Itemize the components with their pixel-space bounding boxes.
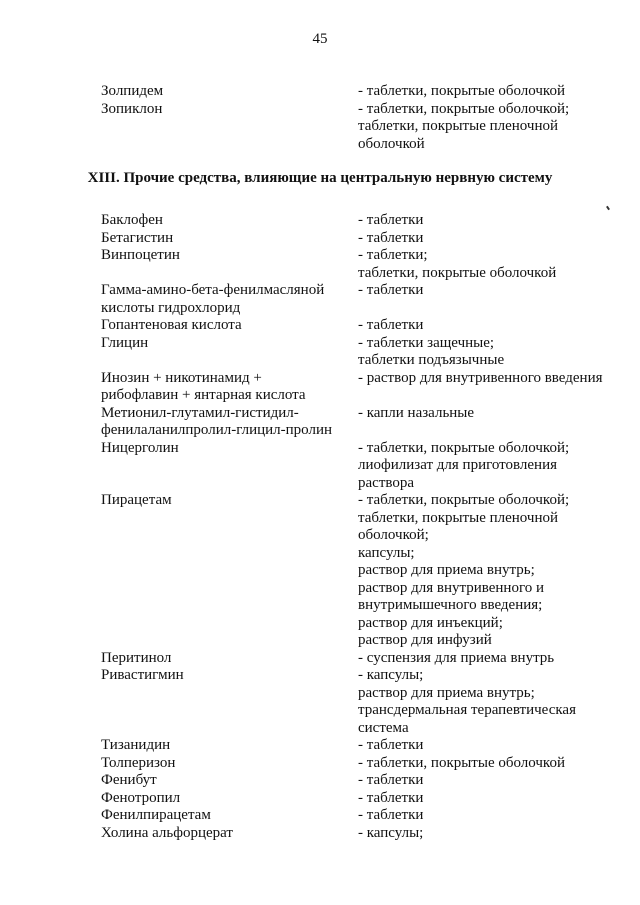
- dosage-form-line: таблетки, покрытые пленочной: [358, 118, 559, 134]
- dosage-form-line: - суспензия для приема внутрь: [358, 649, 555, 666]
- drug-name-line: Бетагистин: [101, 229, 174, 246]
- dosage-form-line: - таблетки: [358, 282, 424, 298]
- drug-name-line: кислоты гидрохлорид: [101, 299, 241, 316]
- drug-name: [101, 335, 351, 353]
- drug-name: [101, 440, 351, 458]
- dosage-forms: [358, 230, 628, 248]
- drug-name-line: Гамма-амино-бета-фенилмасляной: [101, 282, 325, 298]
- dosage-form-line: оболочкой: [358, 135, 425, 152]
- dosage-form-line: - таблетки: [358, 737, 424, 753]
- dosage-form-line: раствора: [358, 474, 415, 491]
- dosage-form-line: таблетки, покрытые оболочкой: [358, 264, 557, 281]
- drug-name-line: Тизанидин: [101, 737, 171, 753]
- drug-name-line: Золпидем: [101, 83, 164, 99]
- drug-name: [101, 405, 351, 440]
- dosage-forms: [358, 755, 628, 773]
- drug-name: [101, 247, 351, 265]
- dosage-form-line: таблетки, покрытые пленочной: [358, 509, 559, 526]
- drug-name-line: Ницерголин: [101, 439, 179, 456]
- drug-name-line: Винпоцетин: [101, 247, 180, 263]
- drug-name-line: Фенотропил: [101, 789, 181, 806]
- dosage-forms: [358, 317, 628, 335]
- drug-name-line: Инозин + никотинамид +: [101, 369, 262, 386]
- dosage-form-line: - таблетки, покрытые оболочкой;: [358, 439, 570, 456]
- dosage-form-line: - капли назальные: [358, 404, 475, 421]
- dosage-form-line: - таблетки: [358, 229, 424, 246]
- dosage-form-line: - таблетки: [358, 317, 424, 333]
- section-heading: XIII. Прочие средства, влияющие на центральную нервную систему: [87, 170, 553, 186]
- drug-name: [101, 282, 351, 317]
- drug-name-line: Баклофен: [101, 212, 163, 228]
- drug-name-line: Холина альфорцерат: [101, 824, 233, 841]
- dosage-form-line: - раствор для внутривенного введения: [358, 369, 603, 386]
- dosage-form-line: - таблетки, покрытые оболочкой: [358, 83, 565, 99]
- dosage-form-line: - таблетки, покрытые оболочкой;: [358, 100, 570, 117]
- drug-name-line: Зопиклон: [101, 100, 163, 117]
- drug-name: [101, 755, 351, 773]
- dosage-forms: [358, 737, 628, 755]
- dosage-forms: [358, 492, 628, 650]
- dosage-form-line: раствор для внутривенного и: [358, 579, 545, 596]
- drug-name: [101, 825, 351, 843]
- dosage-forms: [358, 790, 628, 808]
- dosage-form-line: раствор для приема внутрь;: [358, 684, 535, 701]
- drug-name: [101, 230, 351, 248]
- drug-name-line: Фенилпирацетам: [101, 807, 211, 823]
- dosage-form-line: - таблетки, покрытые оболочкой;: [358, 492, 570, 508]
- dosage-form-line: раствор для приема внутрь;: [358, 562, 535, 578]
- dosage-forms: [358, 807, 628, 825]
- dosage-form-line: раствор для инъекций;: [358, 614, 503, 631]
- dosage-forms: [358, 370, 628, 388]
- dosage-form-line: система: [358, 719, 409, 736]
- dosage-form-line: внутримышечного введения;: [358, 597, 543, 613]
- dosage-form-line: - капсулы;: [358, 667, 424, 683]
- drug-name: [101, 790, 351, 808]
- drug-name-line: Гопантеновая кислота: [101, 317, 242, 333]
- dosage-form-line: - таблетки: [358, 772, 424, 788]
- drug-name-line: фенилаланилпролил-глицил-пролин: [101, 422, 333, 438]
- drug-name-line: Толперизон: [101, 754, 176, 771]
- drug-name: [101, 737, 351, 755]
- page-number: 45: [312, 31, 328, 47]
- drug-name-line: рибофлавин + янтарная кислота: [101, 387, 306, 403]
- drug-name-line: Перитинол: [101, 649, 172, 666]
- dosage-form-line: таблетки подъязычные: [358, 352, 505, 368]
- drug-name: [101, 212, 351, 230]
- dosage-form-line: лиофилизат для приготовления: [358, 457, 558, 473]
- drug-name: [101, 317, 351, 335]
- drug-name-line: Метионил-глутамил-гистидил-: [101, 404, 299, 421]
- dosage-forms: [358, 212, 628, 230]
- dosage-form-line: - таблетки: [358, 212, 424, 228]
- dosage-form-line: - таблетки: [358, 807, 424, 823]
- dosage-forms: [358, 247, 628, 282]
- dosage-forms: [358, 440, 628, 493]
- dosage-forms: [358, 667, 628, 737]
- drug-name: [101, 807, 351, 825]
- dosage-forms: [358, 282, 628, 300]
- dosage-form-line: - таблетки защечные;: [358, 334, 495, 351]
- drug-name-line: Глицин: [101, 334, 149, 351]
- drug-name: [101, 667, 351, 685]
- drug-name: [101, 492, 351, 510]
- dosage-forms: [358, 405, 628, 423]
- drug-name: [101, 370, 351, 405]
- dosage-form-line: раствор для инфузий: [358, 632, 492, 648]
- drug-name: [101, 650, 351, 668]
- dosage-form-line: капсулы;: [358, 544, 415, 561]
- drug-name-line: Фенибут: [101, 772, 157, 788]
- dosage-forms: [358, 772, 628, 790]
- dosage-form-line: трансдермальная терапевтическая: [358, 702, 576, 718]
- dosage-form-line: - таблетки;: [358, 247, 428, 263]
- drug-name: [101, 772, 351, 790]
- dosage-forms: [358, 650, 628, 668]
- dosage-forms: [358, 825, 628, 843]
- drug-name-line: Пирацетам: [101, 492, 172, 508]
- dosage-form-line: - таблетки, покрытые оболочкой: [358, 754, 565, 771]
- dosage-form-line: - таблетки: [358, 789, 424, 806]
- dosage-form-line: - капсулы;: [358, 824, 424, 841]
- dosage-form-line: оболочкой;: [358, 527, 429, 543]
- drug-name-line: Ривастигмин: [101, 667, 184, 683]
- dosage-forms: [358, 335, 628, 370]
